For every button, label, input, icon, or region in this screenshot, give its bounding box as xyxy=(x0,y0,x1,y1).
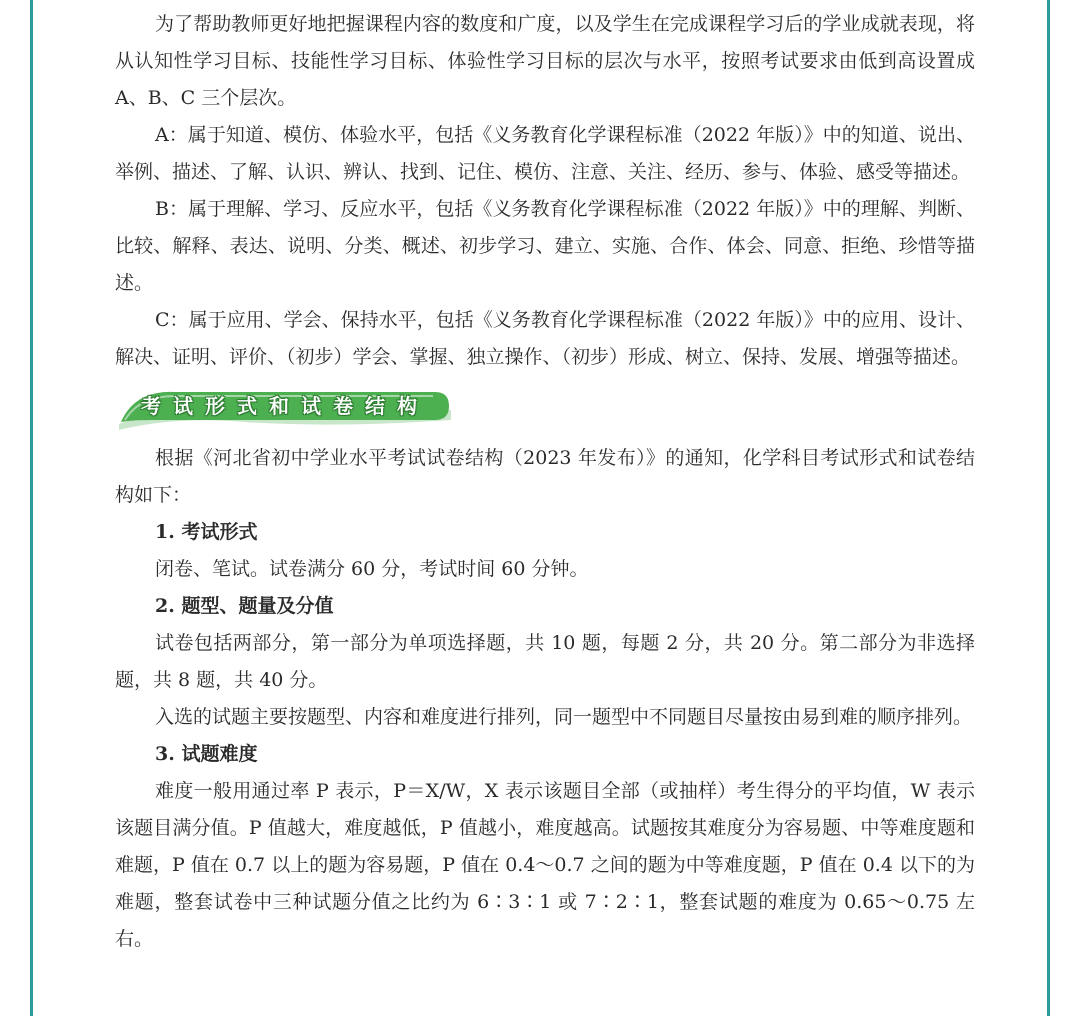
section-title: 考试形式和试卷结构 xyxy=(141,394,429,418)
paragraph-question-types: 试卷包括两部分，第一部分为单项选择题，共 10 题，每题 2 分，共 20 分。第二部分为非选择题，共 8 题，共 40 分。 xyxy=(115,632,975,691)
heading-question-types: 2. 题型、题量及分值 xyxy=(155,595,334,617)
heading-exam-form: 1. 考试形式 xyxy=(155,521,258,543)
paragraph-exam-form: 闭卷、笔试。试卷满分 60 分，考试时间 60 分钟。 xyxy=(155,558,589,580)
page-frame-left xyxy=(30,0,33,1016)
paragraph-level-a: A：属于知道、模仿、体验水平，包括《义务教育化学课程标准（2022 年版）》中的知道、说出、举例、描述、了解、认识、辨认、找到、记住、模仿、注意、关注、经历、参与、体验、感受等描述。 xyxy=(115,124,975,183)
paragraph-difficulty: 难度一般用通过率 P 表示，P＝X/W，X 表示该题目全部（或抽样）考生得分的平均值，W 表示该题目满分值。P 值越大，难度越低，P 值越小，难度越高。试题按其难度分为容易题、中等难度题和难题，P 值在 0.7 以上的题为容易题，P 值在 0.4～0.7 之间的题为中等难度题，P 值在 0.4 以下的为难题，整套试卷中三种试题分值之比约为 6∶3∶1 或 7∶2∶1，整套试题的难度为 0.65～0.75 左右。 xyxy=(115,780,975,950)
paragraph-level-c: C：属于应用、学会、保持水平，包括《义务教育化学课程标准（2022 年版）》中的应用、设计、解决、证明、评价、（初步）学会、掌握、独立操作、（初步）形成、树立、保持、发展、增强等描述。 xyxy=(115,309,975,368)
paragraph-question-order: 入选的试题主要按题型、内容和难度进行排列，同一题型中不同题目尽量按由易到难的顺序排列。 xyxy=(155,706,973,728)
paragraph-structure-intro: 根据《河北省初中学业水平考试试卷结构（2023 年发布）》的通知，化学科目考试形式和试卷结构如下： xyxy=(115,447,975,506)
paragraph-levels-intro: 为了帮助教师更好地把握课程内容的数度和广度，以及学生在完成课程学习后的学业成就表现，将从认知性学习目标、技能性学习目标、体验性学习目标的层次与水平，按照考试要求由低到高设置成 A、B、C 三个层次。 xyxy=(115,13,975,109)
page-frame-right xyxy=(1047,0,1050,1016)
document-body xyxy=(115,6,975,958)
paragraph-level-b: B：属于理解、学习、反应水平，包括《义务教育化学课程标准（2022 年版）》中的理解、判断、比较、解释、表达、说明、分类、概述、初步学习、建立、实施、合作、体会、同意、拒绝、珍惜等描述。 xyxy=(115,198,975,294)
heading-difficulty: 3. 试题难度 xyxy=(155,743,258,765)
section-banner xyxy=(115,380,975,434)
